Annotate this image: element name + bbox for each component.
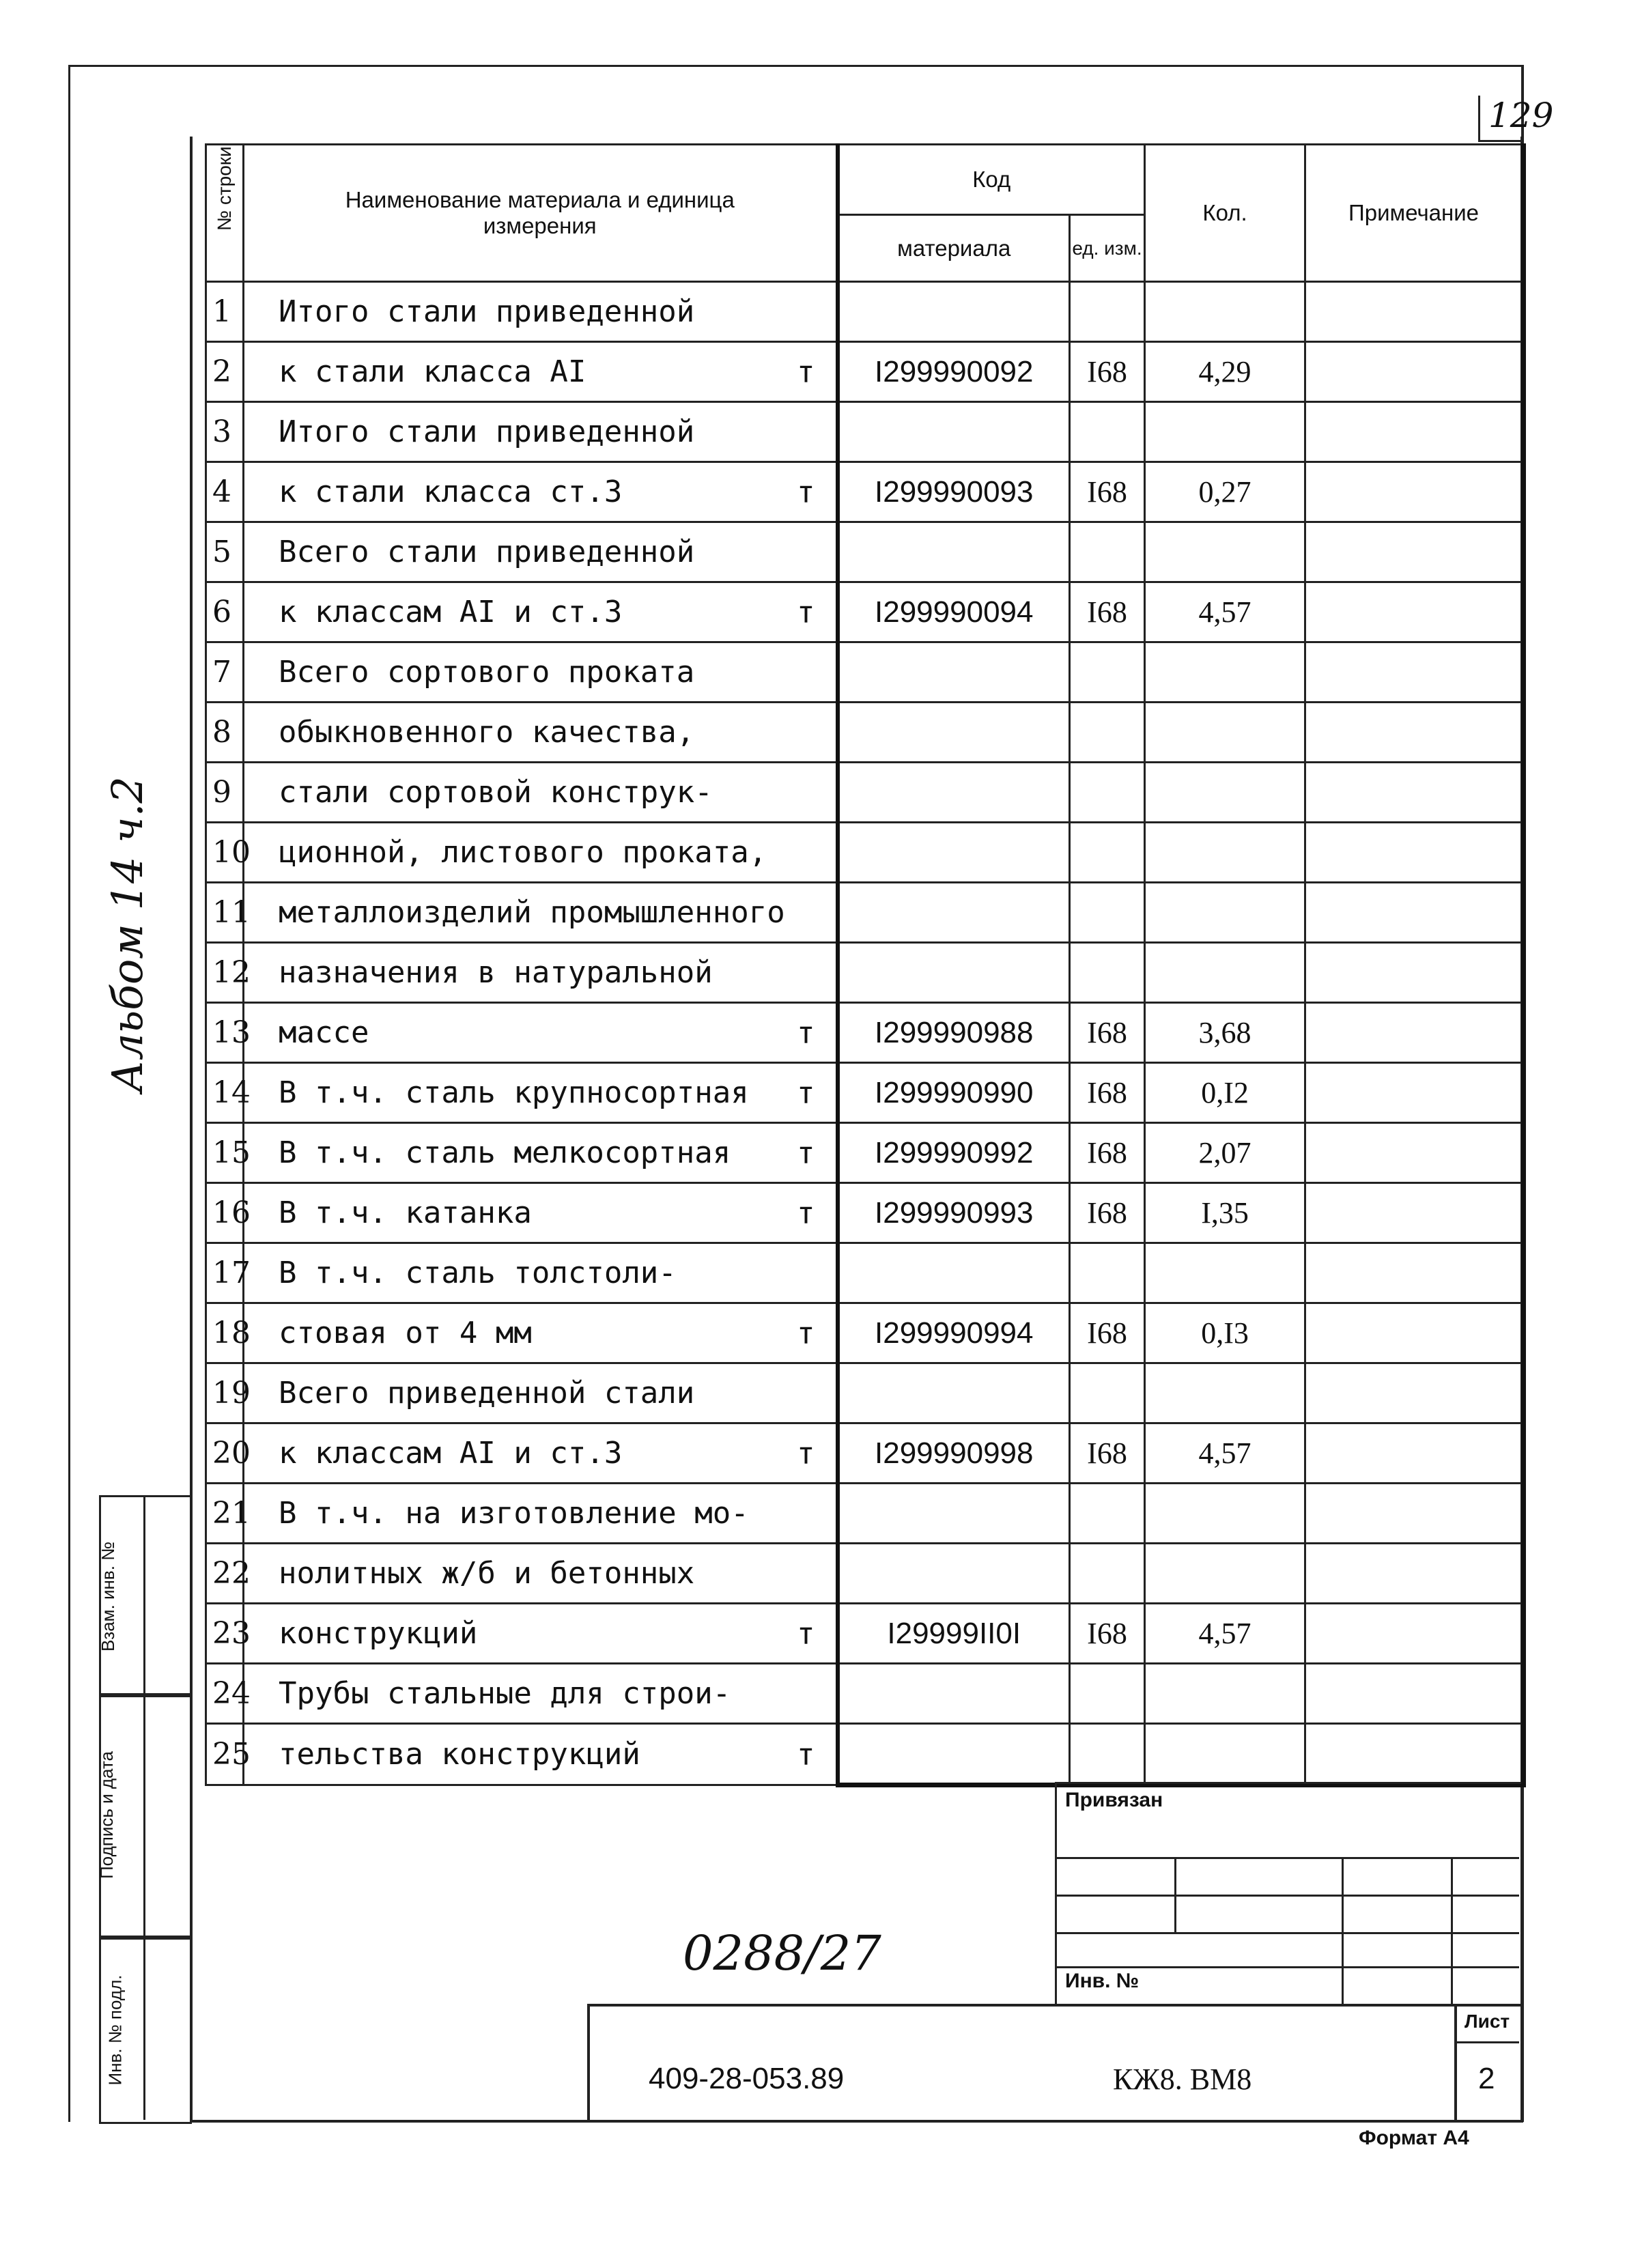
note-cell <box>1305 1724 1524 1785</box>
table-row <box>206 1363 1524 1423</box>
unit-code-cell <box>1070 1544 1145 1604</box>
material-name: металлоизделий промышленного <box>279 895 785 930</box>
table-row <box>206 1063 1524 1123</box>
handwritten-number: 0288/27 <box>683 1925 881 1981</box>
table-row <box>206 1423 1524 1484</box>
material-name-cell <box>244 1423 838 1484</box>
unit-code-cell: I68 <box>1070 1003 1145 1063</box>
quantity-cell: 4,57 <box>1145 1423 1305 1484</box>
unit-code-cell <box>1070 282 1145 342</box>
unit-code-cell: I68 <box>1070 1123 1145 1183</box>
material-code-cell <box>838 1484 1070 1544</box>
unit-code-cell <box>1070 823 1145 883</box>
note-cell <box>1305 1003 1524 1063</box>
material-name: нолитных ж/б и бетонных <box>279 1556 695 1591</box>
sheet-number: 129 <box>1488 96 1554 135</box>
material-code-cell <box>838 522 1070 582</box>
table-row <box>206 642 1524 703</box>
material-name: массе <box>279 1015 369 1050</box>
header-qty: Кол. <box>1145 145 1305 282</box>
material-name-cell <box>244 402 838 462</box>
material-name-cell <box>244 1063 838 1123</box>
stamp-podpis-data-label: Подпись и дата <box>96 1750 117 1880</box>
unit-code-cell <box>1070 703 1145 763</box>
note-cell <box>1305 883 1524 943</box>
privyazan-line-4 <box>1055 1966 1519 1968</box>
quantity-cell <box>1145 763 1305 823</box>
material-code-cell <box>838 1664 1070 1724</box>
sheet-label: Лист <box>1465 2011 1510 2032</box>
row-number-cell: 22 <box>206 1544 244 1604</box>
quantity-cell <box>1145 883 1305 943</box>
material-name-cell <box>244 1183 838 1243</box>
row-number-cell: 24 <box>206 1664 244 1724</box>
quantity-cell: 0,27 <box>1145 462 1305 522</box>
material-name: Всего стали приведенной <box>279 535 695 569</box>
header-code-material: материала <box>838 215 1070 282</box>
quantity-cell <box>1145 402 1305 462</box>
material-code-cell: I29999II0I <box>838 1604 1070 1664</box>
privyazan-col-1 <box>1174 1857 1176 1932</box>
quantity-cell: 2,07 <box>1145 1123 1305 1183</box>
format-label: Формат А4 <box>1359 2127 1469 2149</box>
table-row <box>206 1303 1524 1363</box>
quantity-cell: 4,57 <box>1145 1604 1305 1664</box>
material-name: В т.ч. сталь мелкосортная <box>279 1135 731 1170</box>
unit-code-cell: I68 <box>1070 1303 1145 1363</box>
quantity-cell: I,35 <box>1145 1183 1305 1243</box>
table-row <box>206 1243 1524 1303</box>
table-row <box>206 1664 1524 1724</box>
table-row <box>206 763 1524 823</box>
material-name: стали сортовой конструк- <box>279 775 713 810</box>
material-unit: т <box>797 1616 815 1651</box>
material-code-cell: I299990992 <box>838 1123 1070 1183</box>
unit-code-cell: I68 <box>1070 342 1145 402</box>
material-name: В т.ч. сталь толстоли- <box>279 1256 677 1290</box>
note-cell <box>1305 703 1524 763</box>
quantity-cell <box>1145 1484 1305 1544</box>
unit-code-cell <box>1070 763 1145 823</box>
material-name-cell <box>244 883 838 943</box>
unit-code-cell <box>1070 1724 1145 1785</box>
unit-code-cell <box>1070 1363 1145 1423</box>
material-code-cell <box>838 1544 1070 1604</box>
note-cell <box>1305 1063 1524 1123</box>
quantity-cell <box>1145 703 1305 763</box>
unit-code-cell: I68 <box>1070 1423 1145 1484</box>
material-unit: т <box>797 1015 815 1050</box>
unit-code-cell <box>1070 943 1145 1003</box>
material-name: В т.ч. на изготовление мо- <box>279 1496 749 1531</box>
material-name: ционной, листового проката, <box>279 835 767 870</box>
note-cell <box>1305 1484 1524 1544</box>
quantity-cell: 0,I2 <box>1145 1063 1305 1123</box>
row-number-cell: 25 <box>206 1724 244 1785</box>
material-name-cell <box>244 1003 838 1063</box>
material-name-cell <box>244 642 838 703</box>
table-row <box>206 1183 1524 1243</box>
quantity-cell: 4,57 <box>1145 582 1305 642</box>
row-number-cell: 21 <box>206 1484 244 1544</box>
note-cell <box>1305 1664 1524 1724</box>
note-cell <box>1305 1243 1524 1303</box>
material-code-cell: I299990092 <box>838 342 1070 402</box>
row-number-cell: 1 <box>206 282 244 342</box>
material-name: назначения в натуральной <box>279 955 713 990</box>
material-name-cell <box>244 1724 838 1785</box>
header-code: Код <box>838 145 1145 215</box>
quantity-cell <box>1145 823 1305 883</box>
material-name-cell <box>244 462 838 522</box>
privyazan-col-3 <box>1451 1857 1453 2004</box>
row-number-cell: 15 <box>206 1123 244 1183</box>
material-code-cell <box>838 823 1070 883</box>
stamp-podpis-data <box>96 1693 192 1940</box>
material-name-cell <box>244 1604 838 1664</box>
privyazan-line-2 <box>1055 1895 1519 1897</box>
material-name: к классам АI и ст.3 <box>279 1436 623 1471</box>
specification-table <box>205 143 1526 1787</box>
material-code-cell <box>838 282 1070 342</box>
document-mark: КЖ8. ВМ8 <box>1113 2063 1252 2096</box>
note-cell <box>1305 943 1524 1003</box>
note-cell <box>1305 1183 1524 1243</box>
material-unit: т <box>797 1737 815 1772</box>
material-unit: т <box>797 1135 815 1170</box>
unit-code-cell: I68 <box>1070 582 1145 642</box>
material-name-cell <box>244 1303 838 1363</box>
note-cell <box>1305 342 1524 402</box>
material-unit: т <box>797 474 815 509</box>
privyazan-label: Привязан <box>1065 1789 1163 1811</box>
stamp-divider <box>143 1495 145 2120</box>
unit-code-cell: I68 <box>1070 1063 1145 1123</box>
material-name-cell <box>244 1363 838 1423</box>
row-number-cell: 20 <box>206 1423 244 1484</box>
quantity-cell <box>1145 282 1305 342</box>
header-row-number: № строки <box>206 145 244 282</box>
note-cell <box>1305 1303 1524 1363</box>
unit-code-cell: I68 <box>1070 1183 1145 1243</box>
table-row <box>206 1003 1524 1063</box>
privyazan-col-2 <box>1342 1857 1344 2004</box>
note-cell <box>1305 1123 1524 1183</box>
quantity-cell: 3,68 <box>1145 1003 1305 1063</box>
row-number-cell: 8 <box>206 703 244 763</box>
material-name: конструкций <box>279 1616 478 1651</box>
material-name: к стали класса АI <box>279 354 586 389</box>
unit-code-cell <box>1070 1243 1145 1303</box>
material-code-cell: I299990094 <box>838 582 1070 642</box>
material-unit: т <box>797 595 815 629</box>
note-cell <box>1305 763 1524 823</box>
material-unit: т <box>797 1316 815 1350</box>
sheet-value: 2 <box>1478 2062 1495 2095</box>
note-cell <box>1305 1423 1524 1484</box>
row-number-cell: 23 <box>206 1604 244 1664</box>
material-code-cell <box>838 703 1070 763</box>
table-row <box>206 823 1524 883</box>
unit-code-cell: I68 <box>1070 1604 1145 1664</box>
material-code-cell: I299990988 <box>838 1003 1070 1063</box>
stamp-inv-podl <box>99 1936 192 2124</box>
row-number-cell: 3 <box>206 402 244 462</box>
unit-code-cell <box>1070 883 1145 943</box>
row-number-cell: 4 <box>206 462 244 522</box>
table-row <box>206 1484 1524 1544</box>
material-code-cell <box>838 642 1070 703</box>
row-number-cell: 6 <box>206 582 244 642</box>
note-cell <box>1305 282 1524 342</box>
material-name-cell <box>244 823 838 883</box>
material-name-cell <box>244 763 838 823</box>
material-code-cell: I299990994 <box>838 1303 1070 1363</box>
header-code-unit: ед. изм. <box>1070 215 1145 282</box>
unit-code-cell <box>1070 1484 1145 1544</box>
table-row <box>206 342 1524 402</box>
album-label: Альбом 14 ч.2 <box>102 776 152 1092</box>
material-code-cell <box>838 883 1070 943</box>
table-row <box>206 703 1524 763</box>
stamp-vzam-inv <box>99 1495 192 1697</box>
material-name-cell <box>244 582 838 642</box>
material-name-cell <box>244 282 838 342</box>
quantity-cell: 0,I3 <box>1145 1303 1305 1363</box>
table-row <box>206 462 1524 522</box>
quantity-cell <box>1145 1544 1305 1604</box>
row-number-cell: 16 <box>206 1183 244 1243</box>
note-cell <box>1305 402 1524 462</box>
row-number-cell: 5 <box>206 522 244 582</box>
material-name: к стали класса ст.3 <box>279 474 623 509</box>
table-row <box>206 883 1524 943</box>
table-row <box>206 522 1524 582</box>
table-row <box>206 582 1524 642</box>
sheet-box-divider <box>1454 2041 1519 2043</box>
document-code: 409-28-053.89 <box>649 2062 845 2095</box>
material-unit: т <box>797 1436 815 1471</box>
header-note: Примечание <box>1305 145 1524 282</box>
material-code-cell: I299990990 <box>838 1063 1070 1123</box>
material-code-cell <box>838 763 1070 823</box>
note-cell <box>1305 582 1524 642</box>
table-row <box>206 402 1524 462</box>
unit-code-cell: I68 <box>1070 462 1145 522</box>
material-name: В т.ч. катанка <box>279 1195 532 1230</box>
quantity-cell <box>1145 1664 1305 1724</box>
header-name: Наименование материала и единица измерения <box>244 145 838 282</box>
material-unit: т <box>797 354 815 389</box>
material-name-cell <box>244 1664 838 1724</box>
note-cell <box>1305 823 1524 883</box>
unit-code-cell <box>1070 402 1145 462</box>
material-name-cell <box>244 1123 838 1183</box>
quantity-cell: 4,29 <box>1145 342 1305 402</box>
quantity-cell <box>1145 1724 1305 1785</box>
material-name-cell <box>244 943 838 1003</box>
material-name: стовая от 4 мм <box>279 1316 532 1350</box>
row-number-cell: 19 <box>206 1363 244 1423</box>
material-name: тельства конструкций <box>279 1737 640 1772</box>
material-name: Всего приведенной стали <box>279 1376 695 1411</box>
quantity-cell <box>1145 1243 1305 1303</box>
material-name: Итого стали приведенной <box>279 294 695 329</box>
quantity-cell <box>1145 522 1305 582</box>
privyazan-line-3 <box>1055 1932 1519 1934</box>
quantity-cell <box>1145 943 1305 1003</box>
material-name-cell <box>244 1243 838 1303</box>
table-row <box>206 1544 1524 1604</box>
table-row <box>206 943 1524 1003</box>
table-row <box>206 282 1524 342</box>
material-name-cell <box>244 703 838 763</box>
quantity-cell <box>1145 1363 1305 1423</box>
row-number-cell: 11 <box>206 883 244 943</box>
material-name-cell <box>244 1484 838 1544</box>
material-name-cell <box>244 342 838 402</box>
unit-code-cell <box>1070 1664 1145 1724</box>
table-row <box>206 1724 1524 1785</box>
material-name-cell <box>244 522 838 582</box>
material-name: Итого стали приведенной <box>279 414 695 449</box>
material-unit: т <box>797 1195 815 1230</box>
material-unit: т <box>797 1075 815 1110</box>
row-number-cell: 18 <box>206 1303 244 1363</box>
material-code-cell <box>838 402 1070 462</box>
material-code-cell <box>838 1724 1070 1785</box>
material-code-cell <box>838 943 1070 1003</box>
note-cell <box>1305 1604 1524 1664</box>
material-code-cell <box>838 1243 1070 1303</box>
stamp-vzam-inv-label: Взам. инв. № <box>98 1541 119 1652</box>
note-cell <box>1305 1544 1524 1604</box>
stamp-inv-podl-label: Инв. № подл. <box>104 1974 126 2086</box>
note-cell <box>1305 462 1524 522</box>
material-code-cell <box>838 1363 1070 1423</box>
material-code-cell: I299990993 <box>838 1183 1070 1243</box>
inv-no-label: Инв. № <box>1065 1970 1140 1992</box>
row-number-cell: 7 <box>206 642 244 703</box>
material-name: к классам АI и ст.3 <box>279 595 623 629</box>
material-name-cell <box>244 1544 838 1604</box>
table-row <box>206 1123 1524 1183</box>
row-number-cell: 2 <box>206 342 244 402</box>
quantity-cell <box>1145 642 1305 703</box>
note-cell <box>1305 642 1524 703</box>
table-row <box>206 1604 1524 1664</box>
material-name: Трубы стальные для строи- <box>279 1676 731 1711</box>
unit-code-cell <box>1070 522 1145 582</box>
material-code-cell: I299990998 <box>838 1423 1070 1484</box>
note-cell <box>1305 1363 1524 1423</box>
row-number-cell: 12 <box>206 943 244 1003</box>
row-number-cell: 17 <box>206 1243 244 1303</box>
privyazan-line-1 <box>1055 1857 1519 1859</box>
row-number-cell: 13 <box>206 1003 244 1063</box>
unit-code-cell <box>1070 642 1145 703</box>
note-cell <box>1305 522 1524 582</box>
row-number-cell: 9 <box>206 763 244 823</box>
row-number-cell: 14 <box>206 1063 244 1123</box>
material-name: Всего сортового проката <box>279 655 695 690</box>
material-code-cell: I299990093 <box>838 462 1070 522</box>
row-number-cell: 10 <box>206 823 244 883</box>
material-name: В т.ч. сталь крупносортная <box>279 1075 749 1110</box>
material-name: обыкновенного качества, <box>279 715 695 750</box>
